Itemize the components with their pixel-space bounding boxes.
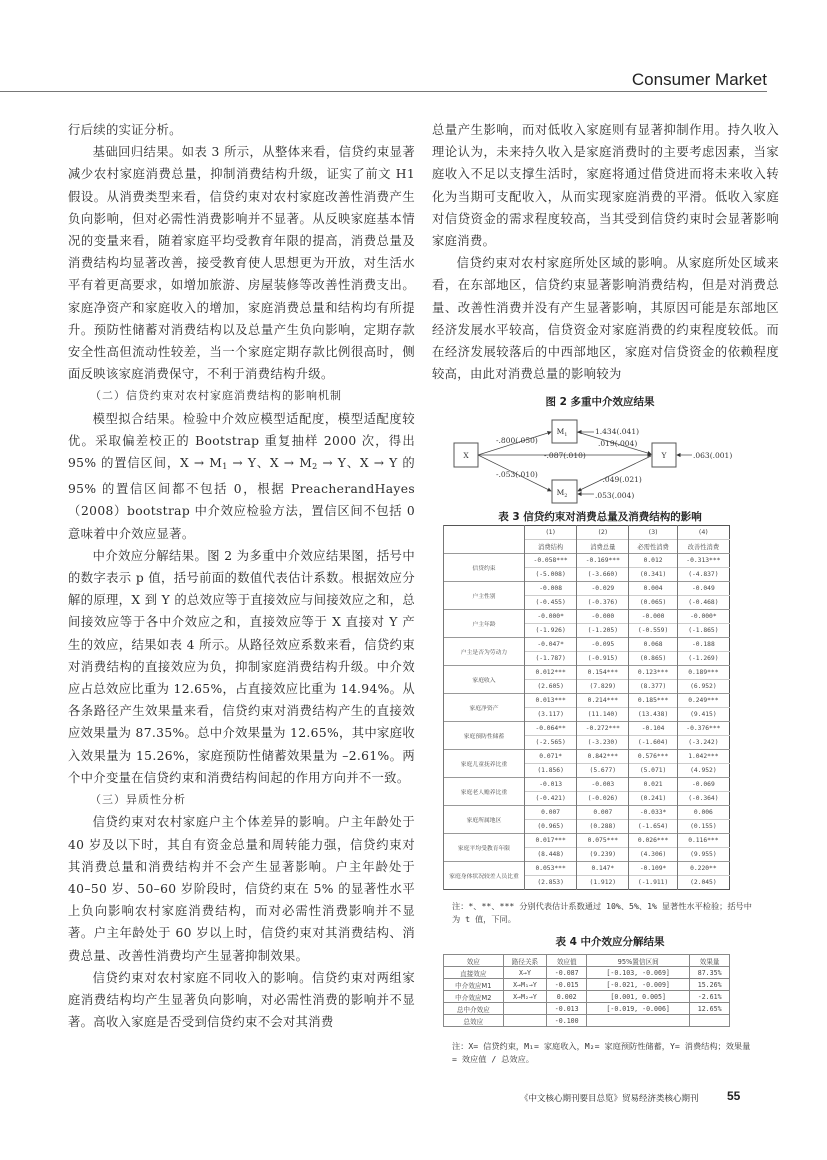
label-x-y: -.087(.010): [544, 451, 586, 460]
row-label: 户主性别: [444, 582, 525, 610]
coefficient-cell: -0.029: [577, 582, 629, 596]
coefficient-cell: 1.042***: [677, 750, 729, 764]
row-label: 家庭老人赡养比重: [444, 778, 525, 806]
column-header: 效应值: [547, 955, 587, 967]
table-cell: -0.100: [547, 1015, 587, 1027]
coefficient-cell: -0.008: [525, 582, 577, 596]
regression-table: [443, 525, 730, 890]
table-row: [444, 862, 730, 876]
column-number: (4): [677, 526, 729, 540]
coefficient-cell: 0.017***: [525, 834, 577, 848]
coefficient-cell: -0.013: [525, 778, 577, 792]
paragraph: 信贷约束对农村家庭户主个体差异的影响。户主年龄处于 40 岁及以下时，其自有资金总量和周转能力强，信贷约束对其消费总量和消费结构并不会产生显著影响。户主年龄处于 40–50 岁、50–60 岁阶段时，信贷约束在 5% 的显著性水平上负向影响农村家庭消费结构，而对必需性消费影响并不显著。户主年龄处于 60 岁以上时，信贷约束对其消费结构、消费总量、改善性消费均产生显著抑制效果。: [68, 815, 415, 963]
t-value-cell: (-0.026): [577, 792, 629, 806]
t-value-cell: (-1.604): [629, 736, 677, 750]
table-header-row: [444, 955, 730, 967]
table-cell: 直接效应: [444, 967, 504, 979]
header-rule: [0, 91, 767, 92]
paragraph: 中介效应分解结果。图 2 为多重中介效应结果图，括号中的数字表示 p 值，括号前面的数值代表估计系数。根据效应分解的原理，X 到 Y 的总效应等于直接效应与间接效应之和，总间接效应等于各中介效应之和，直接效应等于 X 直接对 Y 产生的效应，结果如表 4 所示。从路径效应系数来看，信贷约束对消费结构的直接效应为负，抑制家庭消费结构升级。中介效应占总效应比重为 12.65%，占直接效应比重为 14.94%。从各条路径产生效果量来看，信贷约束对消费结构产生的直接效应效果量为 87.35%。总中介效果量为 12.65%，其中家庭收入效果量为 15.26%，家庭预防性储蓄效果量为 –2.61%。两个中介变量在信贷约束和消费结构间起的作用方向并不一致。: [68, 548, 415, 785]
coefficient-cell: 0.004: [629, 582, 677, 596]
coefficient-cell: 0.012***: [525, 666, 577, 680]
t-value-cell: (1.912): [577, 876, 629, 890]
t-value-cell: (-1.654): [629, 820, 677, 834]
t-value-cell: (0.065): [629, 596, 677, 610]
text-run: 模型拟合结果。检验中介效应模型适配度，模型适配度较优。采取偏差校正的 Bootstrap 重复抽样 2000 次，得出 95% 的置信区间，X → M: [68, 411, 415, 471]
paragraph: [68, 408, 415, 545]
t-value-cell: (-5.008): [525, 568, 577, 582]
row-label: 信贷约束: [444, 554, 525, 582]
coefficient-cell: -0.000: [629, 610, 677, 624]
table-cell: 12.65%: [690, 1003, 730, 1015]
figure-2-title: 图 2 多重中介效应结果: [545, 396, 655, 408]
t-value-cell: (8.448): [525, 848, 577, 862]
coefficient-cell: -0.272***: [577, 722, 629, 736]
path-m2-y: [578, 456, 651, 491]
paragraph: 总量产生影响，而对低收入家庭则有显著抑制作用。持久收入理论认为，未来持久收入是家庭消费时的主要考虑因素，当家庭收入不足以支撑生活时，家庭将通过借贷进而将未来收入转化为当期可支配收入，从而实现家庭消费的平滑。低收入家庭对信贷资金的需求程度较高，当其受到信贷约束时会显著影响家庭消费。: [432, 123, 779, 249]
node-m2-text: M: [556, 488, 565, 497]
table-cell: [690, 1015, 730, 1027]
t-value-cell: (0.241): [629, 792, 677, 806]
t-value-cell: (-1.205): [577, 624, 629, 638]
coefficient-cell: -0.188: [677, 638, 729, 652]
table-cell: 87.35%: [690, 967, 730, 979]
column-number: (1): [525, 526, 577, 540]
coefficient-cell: 0.249***: [677, 694, 729, 708]
t-value-cell: (3.117): [525, 708, 577, 722]
t-value-cell: (11.140): [577, 708, 629, 722]
table-cell: 总中介效应: [444, 1003, 504, 1015]
coefficient-cell: 0.185***: [629, 694, 677, 708]
row-label: 家庭净资产: [444, 694, 525, 722]
t-value-cell: (0.965): [525, 820, 577, 834]
t-value-cell: (2.045): [677, 876, 729, 890]
column-number: (2): [577, 526, 629, 540]
coefficient-cell: 0.071*: [525, 750, 577, 764]
table-row: [444, 610, 730, 624]
label-m2-err: .053(.004): [595, 491, 635, 500]
row-label: 家庭收入: [444, 666, 525, 694]
label-m2-y: -.049(.021): [600, 475, 642, 484]
row-label: 家庭身体状况较差人员比重: [444, 862, 525, 890]
label-x-m2: -.053(.010): [496, 470, 538, 479]
t-value-cell: (0.288): [577, 820, 629, 834]
table-row: [444, 778, 730, 792]
mediation-table: [443, 954, 730, 1027]
table-cell: [503, 1015, 547, 1027]
coefficient-cell: -0.095: [577, 638, 629, 652]
coefficient-cell: 0.006: [677, 806, 729, 820]
column-header: 路径关系: [503, 955, 547, 967]
subscript: 1: [222, 462, 228, 472]
coefficient-cell: 0.026***: [629, 834, 677, 848]
t-value-cell: (-3.660): [577, 568, 629, 582]
coefficient-cell: -0.049: [677, 582, 729, 596]
t-value-cell: (9.415): [677, 708, 729, 722]
node-m1-text: M: [556, 427, 565, 436]
table-cell: [587, 1015, 690, 1027]
coefficient-cell: 0.075***: [577, 834, 629, 848]
coefficient-cell: 0.116***: [677, 834, 729, 848]
text-run: → Y、X → Y 的 95% 的置信区间都不包括 0，根据 PreacherandHayes（2008）bootstrap 中介效应检验方法，置信区间不包括 0 意味着中介效应显著。: [68, 456, 415, 541]
table-cell: [-0.019, -0.006]: [587, 1003, 690, 1015]
table-row: [444, 967, 730, 979]
page-number: 55: [727, 1089, 741, 1103]
table-3-note: 注：*、**、*** 分别代表估计系数通过 10%、5%、1% 显著性水平检验；括号中为 t 值，下同。: [452, 901, 752, 924]
coefficient-cell: 0.013***: [525, 694, 577, 708]
section-heading: （二）信贷约束对农村家庭消费结构的影响机制: [90, 389, 342, 403]
column-header: 95%置信区间: [587, 955, 690, 967]
mediation-diagram: [448, 418, 738, 506]
t-value-cell: (-1.911): [629, 876, 677, 890]
paragraph: 信贷约束对农村家庭所处区域的影响。从家庭所处区域来看，在东部地区，信贷约束显著影响消费结构，但是对消费总量、改善性消费并没有产生显著影响，其原因可能是东部地区经济发展水平较高，信贷资金对家庭消费的约束程度较低。而在经济发展较落后的中西部地区，家庭对信贷资金的依赖程度较高，由此对消费总量的影响较为: [432, 256, 779, 382]
t-value-cell: (5.677): [577, 764, 629, 778]
column-name: 改善性消费: [677, 540, 729, 554]
t-value-cell: (2.853): [525, 876, 577, 890]
coefficient-cell: -0.000: [577, 610, 629, 624]
label-m1-y: .019(.004): [598, 439, 638, 448]
table-cell: 中介效应M1: [444, 979, 504, 991]
coefficient-cell: -0.109*: [629, 862, 677, 876]
table-row: [444, 638, 730, 652]
coefficient-cell: 0.220**: [677, 862, 729, 876]
text-run: → Y、X → M: [227, 456, 313, 471]
table-row: [444, 1015, 730, 1027]
table-cell: -0.087: [547, 967, 587, 979]
t-value-cell: (-0.421): [525, 792, 577, 806]
journal-header: Consumer Market: [631, 70, 767, 89]
coefficient-cell: 0.053***: [525, 862, 577, 876]
t-value-cell: (-1.787): [525, 652, 577, 666]
t-value-cell: (1.856): [525, 764, 577, 778]
table-row: [444, 694, 730, 708]
coefficient-cell: -0.169***: [577, 554, 629, 568]
t-value-cell: (-1.926): [525, 624, 577, 638]
t-value-cell: (-0.915): [577, 652, 629, 666]
table-4-title: 表 4 中介效应分解结果: [555, 936, 665, 948]
column-name: 消费结构: [525, 540, 577, 554]
table-row: [444, 979, 730, 991]
table-row: [444, 666, 730, 680]
t-value-cell: (9.955): [677, 848, 729, 862]
t-value-cell: (6.952): [677, 680, 729, 694]
paragraph: 行后续的实证分析。: [68, 123, 182, 137]
node-x-label: X: [463, 451, 469, 460]
coefficient-cell: -0.058***: [525, 554, 577, 568]
t-value-cell: (-3.230): [577, 736, 629, 750]
column-name: 消费总量: [577, 540, 629, 554]
right-column: [432, 119, 779, 385]
column-header: 效果量: [690, 955, 730, 967]
coefficient-cell: -0.003: [577, 778, 629, 792]
coefficient-cell: -0.033*: [629, 806, 677, 820]
t-value-cell: (-3.242): [677, 736, 729, 750]
coefficient-cell: 0.147*: [577, 862, 629, 876]
t-value-cell: (0.155): [677, 820, 729, 834]
table-4-note: 注：X= 信贷约束，M₁= 家庭收入，M₂= 家庭预防性储蓄，Y= 消费结构；效果量 = 效应值 / 总效应。: [452, 1041, 751, 1064]
node-y-label: Y: [661, 451, 667, 460]
t-value-cell: (4.306): [629, 848, 677, 862]
table-cell: -0.013: [547, 1003, 587, 1015]
coefficient-cell: -0.064**: [525, 722, 577, 736]
table-cell: 15.26%: [690, 979, 730, 991]
table-row: [444, 834, 730, 848]
section-heading: （三）异质性分析: [90, 793, 186, 807]
t-value-cell: (0.341): [629, 568, 677, 582]
column-header: 效应: [444, 955, 504, 967]
t-value-cell: (13.438): [629, 708, 677, 722]
row-label: 家庭所属地区: [444, 806, 525, 834]
t-value-cell: (5.071): [629, 764, 677, 778]
table-cell: [-0.103, -0.069]: [587, 967, 690, 979]
t-value-cell: (-0.559): [629, 624, 677, 638]
table-cell: [503, 1003, 547, 1015]
row-label: 家庭儿童抚养比重: [444, 750, 525, 778]
t-value-cell: (2.605): [525, 680, 577, 694]
table-cell: [-0.021, -0.009]: [587, 979, 690, 991]
table-row: [444, 722, 730, 736]
t-value-cell: (4.952): [677, 764, 729, 778]
table-header-row: [444, 526, 730, 540]
t-value-cell: (-0.468): [677, 596, 729, 610]
row-label: 户主是否为劳动力: [444, 638, 525, 666]
t-value-cell: (8.377): [629, 680, 677, 694]
coefficient-cell: 0.021: [629, 778, 677, 792]
table-cell: -0.015: [547, 979, 587, 991]
coefficient-cell: -0.047*: [525, 638, 577, 652]
column-name: 必需性消费: [629, 540, 677, 554]
table-row: [444, 806, 730, 820]
table-row: [444, 554, 730, 568]
table-3-title: 表 3 信贷约束对消费总量及消费结构的影响: [498, 511, 702, 523]
t-value-cell: (-0.364): [677, 792, 729, 806]
coefficient-cell: 0.123***: [629, 666, 677, 680]
t-value-cell: (-0.376): [577, 596, 629, 610]
table-cell: X→M₁→Y: [503, 979, 547, 991]
coefficient-cell: -0.069: [677, 778, 729, 792]
coefficient-cell: 0.068: [629, 638, 677, 652]
t-value-cell: (-2.565): [525, 736, 577, 750]
coefficient-cell: -0.000*: [525, 610, 577, 624]
coefficient-cell: 0.154***: [577, 666, 629, 680]
table-cell: 0.002: [547, 991, 587, 1003]
row-label: 户主年龄: [444, 610, 525, 638]
label-y-err: .063(.001): [693, 451, 733, 460]
node-m1-sub: 1: [564, 432, 568, 438]
paragraph: 基础回归结果。如表 3 所示，从整体来看，信贷约束显著减少农村家庭消费总量，抑制消费结构升级，证实了前文 H1 假设。从消费类型来看，信贷约束对农村家庭改善性消费产生负向影响，但对必需性消费影响并不显著。从反映家庭基本情况的变量来看，随着家庭平均受教育年限的提高，消费总量及消费结构均显著改善，接受教育使人思想更为开放，对生活水平有着更高要求，如增加旅游、房屋装修等改善性消费支出。家庭净资产和家庭收入的增加，家庭消费总量和结构均有所提升。预防性储蓄对消费结构以及总量产生负向影响，定期存款安全性高但流动性较差，当一个家庭定期存款比例很高时，侧面反映该家庭消费保守，不利于消费结构升级。: [68, 145, 415, 382]
footer-journal-text: 《中文核心期刊要目总览》贸易经济类核心期刊: [520, 1094, 699, 1104]
t-value-cell: (0.865): [629, 652, 677, 666]
table-cell: 总效应: [444, 1015, 504, 1027]
row-label: 家庭预防性储蓄: [444, 722, 525, 750]
paragraph: 信贷约束对农村家庭不同收入的影响。信贷约束对两组家庭消费结构均产生显著负向影响，对必需性消费的影响并不显著。高收入家庭是否受到信贷约束不会对其消费: [68, 970, 415, 1030]
table-cell: 中介效应M2: [444, 991, 504, 1003]
t-value-cell: (-4.837): [677, 568, 729, 582]
t-value-cell: (-1.865): [677, 624, 729, 638]
coefficient-cell: 0.842***: [577, 750, 629, 764]
coefficient-cell: -0.313***: [677, 554, 729, 568]
column-number: (3): [629, 526, 677, 540]
coefficient-cell: 0.007: [577, 806, 629, 820]
left-column: [68, 119, 415, 1033]
coefficient-cell: 0.007: [525, 806, 577, 820]
table-cell: X→Y: [503, 967, 547, 979]
t-value-cell: (7.829): [577, 680, 629, 694]
header-empty-cell: [444, 526, 525, 554]
table-row: [444, 991, 730, 1003]
table-row: [444, 582, 730, 596]
t-value-cell: (-0.455): [525, 596, 577, 610]
coefficient-cell: 0.012: [629, 554, 677, 568]
t-value-cell: (-1.269): [677, 652, 729, 666]
table-cell: -2.61%: [690, 991, 730, 1003]
subscript: 2: [312, 462, 318, 472]
coefficient-cell: -0.376***: [677, 722, 729, 736]
coefficient-cell: -0.104: [629, 722, 677, 736]
label-m1-err: 1.434(.041): [595, 427, 640, 436]
coefficient-cell: 0.189***: [677, 666, 729, 680]
table-row: [444, 750, 730, 764]
t-value-cell: (9.239): [577, 848, 629, 862]
coefficient-cell: 0.214***: [577, 694, 629, 708]
coefficient-cell: -0.000*: [677, 610, 729, 624]
row-label: 家庭平均受教育年限: [444, 834, 525, 862]
coefficient-cell: 0.576***: [629, 750, 677, 764]
table-row: [444, 1003, 730, 1015]
table-cell: [0.001, 0.005]: [587, 991, 690, 1003]
label-x-m1: -.800(.050): [496, 436, 538, 445]
table-cell: X→M₂→Y: [503, 991, 547, 1003]
node-m2-sub: 2: [564, 493, 568, 499]
